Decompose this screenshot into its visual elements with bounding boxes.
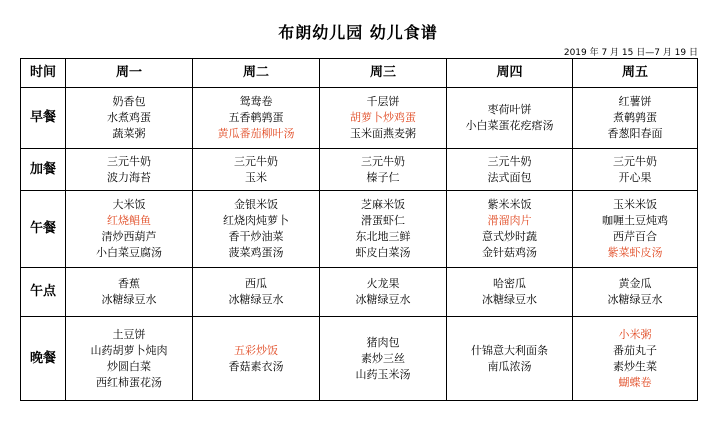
menu-cell [320, 317, 447, 401]
menu-item: 金针菇鸡汤 [482, 246, 537, 259]
header-day-wednesday: 周三 [320, 59, 447, 88]
menu-item: 三元牛奶 [234, 154, 278, 168]
menu-cell [447, 88, 573, 149]
menu-item: 冰糖绿豆水 [482, 293, 537, 306]
header-row [21, 59, 698, 88]
header-time: 时间 [21, 59, 66, 88]
menu-item: 鸳鸯卷 [239, 95, 273, 108]
menu-cell [193, 191, 320, 268]
menu-item: 香葱阳春面 [607, 127, 663, 140]
menu-item: 蔬菜粥 [112, 127, 146, 140]
menu-cell [193, 88, 320, 149]
row-label-snack: 加餐 [21, 149, 66, 191]
menu-item: 胡萝卜炒鸡蛋 [350, 111, 416, 124]
menu-cell [573, 268, 698, 317]
header-day-friday: 周五 [573, 59, 698, 88]
menu-item: 五彩炒饭 [234, 343, 278, 357]
menu-item: 西芹百合 [613, 230, 657, 243]
menu-item: 千层饼 [366, 95, 400, 108]
menu-cell [320, 191, 447, 268]
row-label-lunch: 午餐 [21, 191, 66, 268]
menu-cell [320, 149, 447, 191]
row-lunch [21, 191, 698, 268]
menu-item: 滑蛋虾仁 [361, 214, 405, 227]
menu-cell [573, 88, 698, 149]
menu-item: 黄金瓜 [618, 277, 652, 290]
menu-cell [66, 88, 193, 149]
menu-item: 红烧肉炖萝卜 [223, 214, 289, 227]
menu-item: 素炒生菜 [613, 359, 657, 373]
menu-cell [193, 268, 320, 317]
menu-item: 煮鹌鹑蛋 [613, 111, 657, 124]
menu-item: 香蕉 [118, 277, 140, 290]
menu-item: 玉米米饭 [613, 198, 657, 211]
menu-item: 小米粥 [618, 327, 652, 341]
menu-item: 小白菜蛋花疙瘩汤 [465, 119, 554, 132]
menu-item: 虾皮白菜汤 [355, 246, 411, 259]
menu-cell [447, 317, 573, 401]
menu-item: 什锦意大利面条 [471, 343, 548, 357]
menu-cell [66, 268, 193, 317]
menu-item: 番茄丸子 [613, 343, 657, 357]
menu-item: 火龙果 [366, 277, 400, 290]
menu-item: 猪肉包 [366, 335, 400, 349]
row-afternoon-snack [21, 268, 698, 317]
menu-item: 香菇素衣汤 [228, 359, 284, 373]
row-label-afternoon-snack: 午点 [21, 268, 66, 317]
header-day-thursday: 周四 [447, 59, 573, 88]
menu-item: 素炒三丝 [361, 351, 405, 365]
menu-item: 西红柿蛋花汤 [96, 375, 162, 389]
menu-item: 山药胡萝卜炖肉 [90, 343, 168, 357]
menu-item: 南瓜浓汤 [487, 359, 532, 373]
menu-item: 波力海苔 [107, 170, 151, 184]
menu-item: 哈密瓜 [493, 277, 526, 290]
menu-cell [573, 149, 698, 191]
menu-cell [447, 149, 573, 191]
menu-item: 五香鹌鹑蛋 [228, 111, 284, 124]
menu-cell [66, 191, 193, 268]
menu-cell [447, 268, 573, 317]
menu-item: 开心果 [618, 170, 652, 184]
date-range: 2019 年 7 月 15 日—7 月 19 日 [563, 48, 698, 58]
menu-table [20, 58, 698, 401]
menu-item: 咖喱土豆炖鸡 [602, 214, 668, 227]
menu-item: 红薯饼 [618, 95, 652, 108]
menu-cell [320, 88, 447, 149]
menu-item: 金银米饭 [234, 198, 278, 211]
menu-cell [573, 317, 698, 401]
menu-item: 冰糖绿豆水 [228, 293, 284, 306]
menu-item: 三元牛奶 [107, 154, 151, 168]
menu-item: 枣荷叶饼 [487, 103, 532, 116]
row-label-dinner: 晚餐 [21, 317, 66, 401]
menu-item: 冰糖绿豆水 [101, 293, 157, 306]
header-day-monday: 周一 [66, 59, 193, 88]
row-dinner [21, 317, 698, 401]
menu-cell [66, 149, 193, 191]
menu-item: 西瓜 [245, 277, 267, 290]
menu-item: 蝴蝶卷 [618, 375, 652, 389]
menu-item: 紫菜虾皮汤 [607, 246, 663, 259]
menu-item: 菠菜鸡蛋汤 [228, 246, 284, 259]
menu-item: 东北地三鲜 [355, 230, 411, 243]
menu-cell [193, 149, 320, 191]
menu-item: 小白菜豆腐汤 [96, 246, 162, 259]
menu-item: 榛子仁 [366, 170, 400, 184]
row-label-breakfast: 早餐 [21, 88, 66, 149]
menu-item: 玉米 [245, 170, 267, 184]
menu-item: 芝麻米饭 [361, 198, 405, 211]
menu-item: 三元牛奶 [361, 154, 405, 168]
menu-item: 冰糖绿豆水 [607, 293, 663, 306]
page-title: 布朗幼儿园 幼儿食谱 [278, 23, 438, 42]
row-snack [21, 149, 698, 191]
menu-item: 冰糖绿豆水 [355, 293, 411, 306]
menu-item: 黄瓜番茄柳叶汤 [217, 127, 295, 140]
menu-cell [320, 268, 447, 317]
menu-item: 三元牛奶 [613, 154, 657, 168]
menu-item: 紫米米饭 [487, 198, 532, 211]
menu-item: 炒圆白菜 [107, 359, 151, 373]
menu-cell [573, 191, 698, 268]
menu-cell [447, 191, 573, 268]
header-day-tuesday: 周二 [193, 59, 320, 88]
menu-cell [193, 317, 320, 401]
menu-item: 清炒西葫芦 [101, 230, 157, 243]
menu-item: 滑溜肉片 [487, 214, 532, 227]
menu-item: 大米饭 [112, 198, 146, 211]
menu-item: 法式面包 [487, 170, 532, 184]
row-breakfast [21, 88, 698, 149]
menu-item: 三元牛奶 [487, 154, 532, 168]
menu-item: 奶香包 [112, 95, 146, 108]
menu-item: 山药玉米汤 [355, 367, 411, 381]
menu-item: 土豆饼 [112, 327, 146, 341]
menu-item: 水煮鸡蛋 [107, 111, 151, 124]
menu-item: 玉米面燕麦粥 [350, 127, 416, 140]
menu-cell [66, 317, 193, 401]
menu-item: 意式炒时蔬 [482, 230, 537, 243]
menu-item: 红烧鲳鱼 [107, 214, 151, 227]
menu-item: 香干炒油菜 [228, 230, 284, 243]
